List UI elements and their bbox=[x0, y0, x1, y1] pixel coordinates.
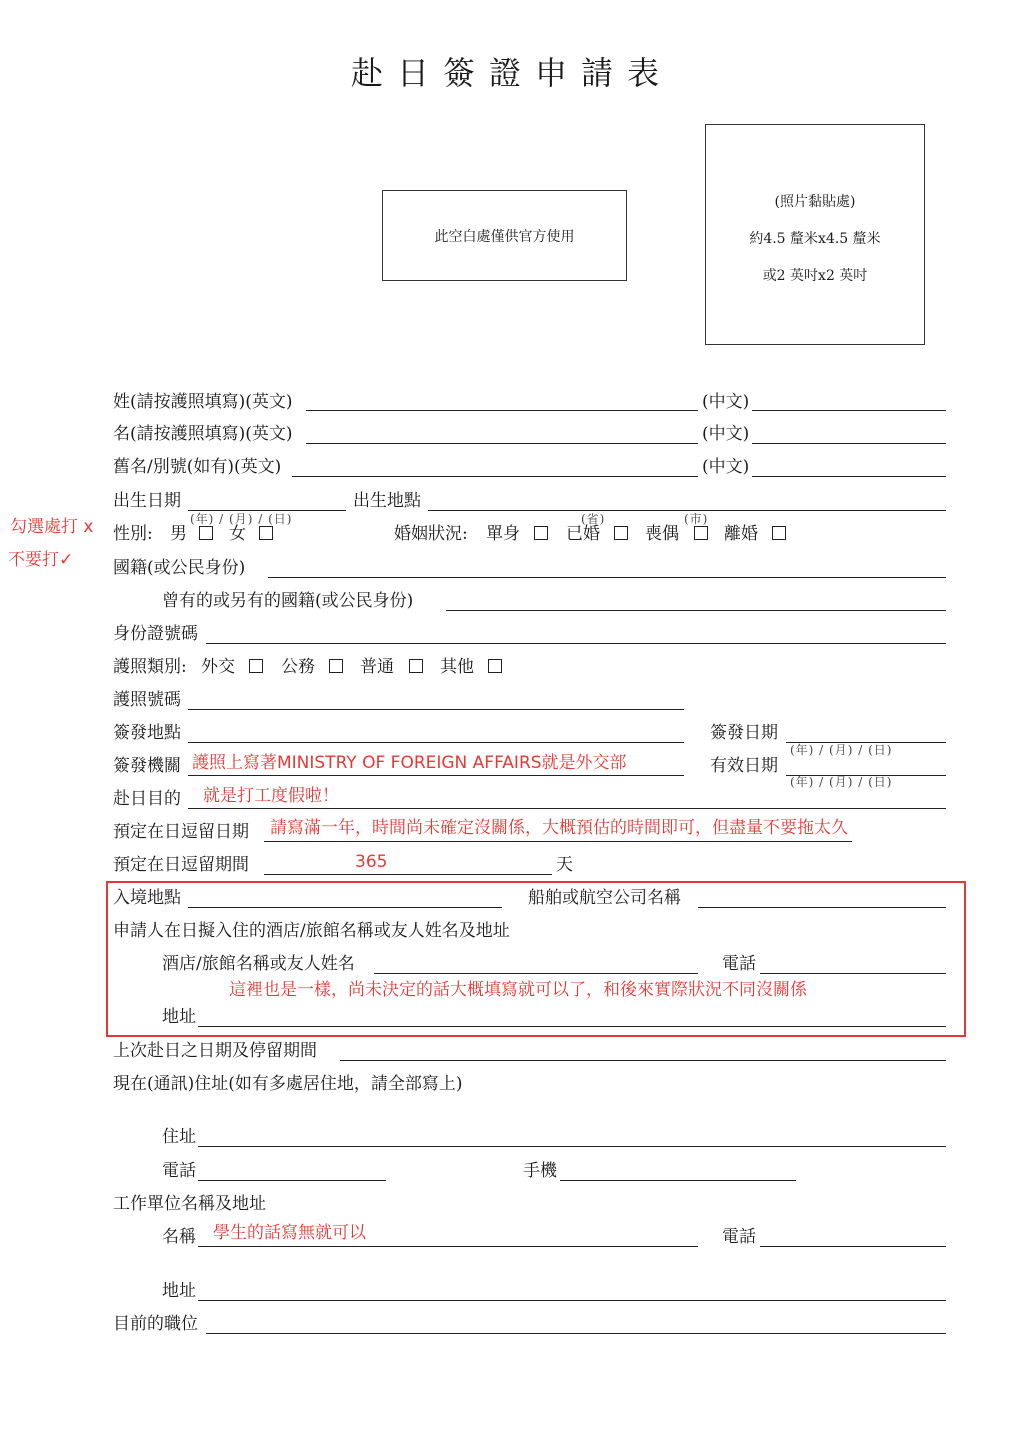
employer-phone-field[interactable] bbox=[760, 1246, 946, 1247]
province-hint: (省) bbox=[581, 512, 606, 526]
entry-port-field[interactable] bbox=[188, 907, 502, 908]
married-label: 已婚 bbox=[566, 524, 600, 544]
employer-phone-label: 電話 bbox=[722, 1227, 756, 1247]
given-name-chinese-field[interactable] bbox=[752, 443, 946, 444]
birth-place-label: 出生地點 bbox=[353, 491, 421, 511]
authority-label: 簽發機關 bbox=[113, 756, 181, 776]
ordinary-label: 普通 bbox=[360, 657, 394, 677]
issue-date-label: 簽發日期 bbox=[710, 723, 778, 743]
surname-chinese-label: (中文) bbox=[702, 392, 750, 412]
hotel-heading: 申請人在日擬入住的酒店/旅館名稱或友人姓名及地址 bbox=[113, 921, 510, 941]
widowed-checkbox[interactable] bbox=[694, 526, 708, 540]
other-label: 其他 bbox=[440, 657, 474, 677]
official-passport-label: 公務 bbox=[281, 657, 315, 677]
stay-period-field[interactable] bbox=[264, 874, 552, 875]
given-name-chinese-label: (中文) bbox=[702, 424, 750, 444]
given-name-label: 名(請按護照填寫)(英文) bbox=[113, 424, 293, 444]
issue-place-field[interactable] bbox=[188, 742, 684, 743]
issue-place-label: 簽發地點 bbox=[113, 723, 181, 743]
id-number-label: 身份證號碼 bbox=[113, 624, 198, 644]
photo-size-inch: 或2 英吋x2 英吋 bbox=[762, 268, 868, 284]
surname-label: 姓(請按護照填寫)(英文) bbox=[113, 392, 293, 412]
employer-name-label: 名稱 bbox=[162, 1227, 196, 1247]
ordinary-checkbox[interactable] bbox=[409, 659, 423, 673]
employer-heading: 工作單位名稱及地址 bbox=[113, 1194, 266, 1214]
no-tick-note: 不要打✓ bbox=[8, 550, 74, 570]
divorced-label: 離婚 bbox=[724, 524, 758, 544]
residence-field[interactable] bbox=[198, 1146, 946, 1147]
position-label: 目前的職位 bbox=[113, 1314, 198, 1334]
male-checkbox[interactable] bbox=[199, 526, 213, 540]
ship-airline-field[interactable] bbox=[698, 907, 946, 908]
expiry-date-label: 有效日期 bbox=[710, 756, 778, 776]
purpose-label: 赴日目的 bbox=[113, 789, 181, 809]
former-name-label: 舊名/別號(如有)(英文) bbox=[113, 457, 282, 477]
arrival-date-note: 請寫滿一年，時間尚未確定沒關係，大概預估的時間即可，但盡量不要拖太久 bbox=[270, 818, 848, 838]
previous-stays-label: 上次赴日之日期及停留期間 bbox=[113, 1041, 317, 1061]
photo-label: (照片黏貼處) bbox=[774, 194, 856, 210]
diplomatic-checkbox[interactable] bbox=[249, 659, 263, 673]
city-hint: (市) bbox=[684, 512, 709, 526]
former-name-chinese-label: (中文) bbox=[702, 457, 750, 477]
days-label: 天 bbox=[556, 855, 573, 875]
employer-address-label: 地址 bbox=[162, 1281, 196, 1301]
birth-date-hint: (年) / (月) / (日) bbox=[190, 512, 293, 526]
expiry-date-hint: (年) / (月) / (日) bbox=[790, 775, 893, 789]
female-checkbox[interactable] bbox=[259, 526, 273, 540]
official-passport-checkbox[interactable] bbox=[329, 659, 343, 673]
single-label: 單身 bbox=[486, 524, 520, 544]
employer-address-field[interactable] bbox=[198, 1300, 946, 1301]
mobile-label: 手機 bbox=[523, 1161, 557, 1181]
single-checkbox[interactable] bbox=[534, 526, 548, 540]
stay-period-value: 365 bbox=[355, 852, 388, 872]
sex-label: 性別: bbox=[113, 524, 153, 544]
hotel-note: 這裡也是一樣，尚未決定的話大概填寫就可以了，和後來實際狀況不同沒關係 bbox=[229, 980, 807, 1000]
passport-number-label: 護照號碼 bbox=[113, 690, 181, 710]
female-label: 女 bbox=[229, 524, 246, 544]
photo-size-cm: 約4.5 釐米x4.5 釐米 bbox=[749, 231, 881, 247]
hotel-name-field[interactable] bbox=[374, 973, 698, 974]
diplomatic-label: 外交 bbox=[201, 657, 235, 677]
residence-label: 住址 bbox=[162, 1127, 196, 1147]
position-field[interactable] bbox=[206, 1333, 946, 1334]
marital-label: 婚姻狀況: bbox=[394, 524, 468, 544]
other-checkbox[interactable] bbox=[488, 659, 502, 673]
birth-date-label: 出生日期 bbox=[113, 491, 181, 511]
check-mark-note: 勾選處打 x bbox=[10, 517, 94, 537]
former-name-english-field[interactable] bbox=[292, 476, 698, 477]
entry-port-label: 入境地點 bbox=[113, 888, 181, 908]
hotel-name-label: 酒店/旅館名稱或友人姓名 bbox=[162, 954, 355, 974]
widowed-label: 喪偶 bbox=[645, 524, 679, 544]
hotel-address-label: 地址 bbox=[162, 1007, 196, 1027]
arrival-date-label: 預定在日逗留日期 bbox=[113, 822, 249, 842]
form-title: 赴日簽證申請表 bbox=[350, 54, 673, 92]
current-address-heading: 現在(通訊)住址(如有多處居住地，請全部寫上) bbox=[113, 1074, 463, 1094]
former-nationality-label: 曾有的或另有的國籍(或公民身份) bbox=[162, 591, 414, 611]
passport-type-label: 護照類別: bbox=[113, 657, 187, 677]
home-phone-label: 電話 bbox=[162, 1161, 196, 1181]
employer-note: 學生的話寫無就可以 bbox=[213, 1223, 366, 1243]
nationality-field[interactable] bbox=[268, 577, 946, 578]
home-phone-field[interactable] bbox=[198, 1180, 386, 1181]
male-label: 男 bbox=[170, 524, 187, 544]
nationality-label: 國籍(或公民身份) bbox=[113, 558, 246, 578]
given-name-english-field[interactable] bbox=[306, 443, 698, 444]
mobile-field[interactable] bbox=[560, 1180, 796, 1181]
issue-date-hint: (年) / (月) / (日) bbox=[790, 743, 893, 757]
photo-box bbox=[705, 124, 925, 345]
previous-stays-field[interactable] bbox=[340, 1060, 946, 1061]
official-use-box bbox=[382, 190, 627, 281]
former-name-chinese-field[interactable] bbox=[752, 476, 946, 477]
hotel-phone-label: 電話 bbox=[722, 954, 756, 974]
arrival-date-field[interactable] bbox=[264, 841, 852, 842]
hotel-phone-field[interactable] bbox=[760, 973, 946, 974]
hotel-address-field[interactable] bbox=[198, 1026, 946, 1027]
official-use-text: 此空白處僅供官方使用 bbox=[434, 228, 575, 245]
employer-name-field[interactable] bbox=[198, 1246, 698, 1247]
former-nationality-field[interactable] bbox=[446, 610, 946, 611]
surname-english-field[interactable] bbox=[306, 410, 698, 411]
id-number-field[interactable] bbox=[206, 643, 946, 644]
authority-note: 護照上寫著MINISTRY OF FOREIGN AFFAIRS就是外交部 bbox=[192, 753, 627, 773]
married-checkbox[interactable] bbox=[614, 526, 628, 540]
authority-field[interactable] bbox=[188, 775, 684, 776]
passport-number-field[interactable] bbox=[188, 709, 684, 710]
surname-chinese-field[interactable] bbox=[752, 410, 946, 411]
divorced-checkbox[interactable] bbox=[772, 526, 786, 540]
stay-period-label: 預定在日逗留期間 bbox=[113, 855, 249, 875]
ship-airline-label: 船舶或航空公司名稱 bbox=[528, 888, 681, 908]
purpose-field[interactable] bbox=[188, 808, 946, 809]
purpose-note: 就是打工度假啦！ bbox=[203, 786, 339, 806]
